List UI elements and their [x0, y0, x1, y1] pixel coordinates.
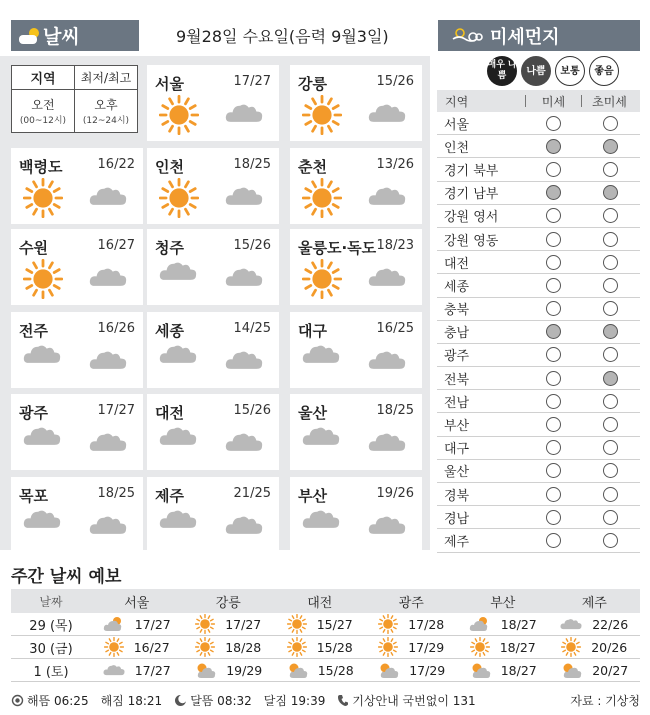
- city-name: 강릉: [298, 75, 327, 93]
- city-temp: 18/25: [97, 486, 135, 501]
- weekly-temp: 17/28: [408, 616, 445, 632]
- city-temp: 15/26: [233, 238, 271, 253]
- dust-row: [437, 182, 640, 205]
- partly-cloudy-icon: [469, 661, 491, 679]
- dust-legend-normal: 보통: [555, 56, 585, 86]
- weekly-temp: 15/27: [316, 616, 353, 632]
- am-weather: [302, 178, 342, 222]
- pm10-indicator: [546, 278, 561, 293]
- city-name: 세종: [155, 322, 184, 340]
- city-temp: 18/25: [376, 403, 414, 418]
- cloud-icon: [225, 513, 263, 536]
- pm10-indicator: [546, 208, 561, 223]
- weekly-city-header: 광주: [398, 595, 424, 611]
- city-cell: [11, 477, 143, 553]
- pm25-indicator: [603, 139, 618, 154]
- weekly-cell: [549, 617, 641, 632]
- city-name: 목포: [19, 487, 48, 505]
- weekly-cell: [183, 661, 275, 679]
- pm25-indicator: [603, 347, 618, 362]
- sun-icon: [159, 95, 199, 135]
- weekly-cell: [274, 661, 366, 679]
- weekly-table: [11, 589, 640, 682]
- pm25-indicator: [603, 208, 618, 223]
- weekly-cell: [457, 637, 549, 657]
- sun-icon: [195, 614, 215, 634]
- dust-table-header: [437, 90, 640, 112]
- cloud-icon: [23, 424, 61, 447]
- pm10-indicator: [546, 162, 561, 177]
- pm10-indicator: [546, 394, 561, 409]
- city-cell: [147, 148, 279, 224]
- weekly-cell: [366, 637, 458, 657]
- cloud-icon: [225, 265, 263, 288]
- pm25-indicator: [603, 463, 618, 478]
- weekly-temp: 15/28: [317, 662, 354, 678]
- am-weather: [302, 424, 340, 451]
- weekly-cell: [457, 661, 549, 679]
- pm10-indicator: [546, 487, 561, 502]
- weekly-cell: [183, 614, 275, 634]
- source-text: 자료 : 기상청: [570, 694, 640, 708]
- pm-weather: [368, 184, 406, 211]
- city-cell: [147, 477, 279, 553]
- pm-weather: [89, 430, 127, 457]
- pm10-indicator: [546, 533, 561, 548]
- cloud-icon: [89, 348, 127, 371]
- city-name: 전주: [19, 322, 48, 340]
- dust-row: [437, 529, 640, 552]
- cloud-icon: [368, 265, 406, 288]
- dust-row: [437, 135, 640, 158]
- pm10-indicator: [546, 371, 561, 386]
- sun-icon: [302, 259, 342, 299]
- pm25-indicator: [603, 510, 618, 525]
- sun-icon: [195, 637, 215, 657]
- pm10-indicator: [546, 417, 561, 432]
- dust-row: [437, 460, 640, 483]
- city-name: 백령도: [19, 158, 63, 176]
- dust-region: 충북: [444, 303, 470, 319]
- weekly-date: 30 (금): [29, 641, 73, 657]
- city-cell: [11, 148, 143, 224]
- cloud-icon: [225, 184, 263, 207]
- city-temp: 16/26: [97, 321, 135, 336]
- city-temp: 17/27: [97, 403, 135, 418]
- dust-region: 경기 북부: [444, 163, 499, 179]
- weekly-city-header: 대전: [307, 595, 333, 611]
- am-weather: [302, 95, 342, 139]
- legend-minmax: 최저/최고: [74, 66, 137, 89]
- dust-region: 제주: [444, 534, 470, 550]
- city-temp: 21/25: [233, 486, 271, 501]
- cloud-icon: [225, 430, 263, 453]
- dust-region: 충남: [444, 326, 470, 342]
- dust-region: 경북: [444, 488, 470, 504]
- cloud-icon: [368, 430, 406, 453]
- pm25-indicator: [603, 162, 618, 177]
- sun-icon: [561, 637, 581, 657]
- weather-title: 날씨: [43, 26, 80, 48]
- sun-icon: [159, 178, 199, 218]
- cloud-icon: [368, 184, 406, 207]
- sun-cloud-icon: [469, 615, 491, 633]
- moonrise-text: 달뜸 08:32: [190, 694, 252, 708]
- weekly-temp: 17/27: [225, 616, 262, 632]
- dust-header-region: 지역: [445, 94, 469, 109]
- pm25-indicator: [603, 371, 618, 386]
- moonset-text: 달짐 19:39: [263, 694, 326, 708]
- pm10-indicator: [546, 255, 561, 270]
- sun-icon: [302, 95, 342, 135]
- city-name: 제주: [155, 487, 184, 505]
- city-cell: [290, 394, 422, 470]
- sunrise-icon: [11, 694, 24, 707]
- weekly-cell: [183, 637, 275, 657]
- dust-legend-good: 좋음: [589, 56, 619, 86]
- city-name: 수원: [19, 239, 48, 257]
- weekly-cell: [91, 663, 183, 678]
- dust-region: 부산: [444, 419, 470, 435]
- city-cell: [11, 229, 143, 305]
- dust-legend-bad: 나쁨: [521, 56, 551, 86]
- dust-header: [438, 20, 640, 51]
- city-cell: [147, 394, 279, 470]
- pm-weather: [225, 348, 263, 375]
- cloud-icon: [225, 348, 263, 371]
- pm25-indicator: [603, 440, 618, 455]
- partly-cloudy-icon: [194, 661, 216, 679]
- weekly-temp: 18/28: [225, 639, 262, 655]
- weekly-cell: [549, 637, 641, 657]
- city-name: 인천: [155, 158, 184, 176]
- weekly-cell: [274, 614, 366, 634]
- weekly-temp: 16/27: [133, 639, 170, 655]
- weekly-row: [11, 636, 640, 659]
- city-cell: [11, 312, 143, 388]
- am-weather: [159, 259, 197, 286]
- cloud-icon: [159, 342, 197, 365]
- city-cell: [11, 394, 143, 470]
- pm25-indicator: [603, 278, 618, 293]
- footer: [11, 692, 640, 709]
- dust-region: 경기 남부: [444, 187, 499, 203]
- weekly-cell: [91, 615, 183, 633]
- weekly-temp: 18/27: [499, 639, 536, 655]
- city-temp: 17/27: [233, 74, 271, 89]
- am-weather: [302, 507, 340, 534]
- city-name: 부산: [298, 487, 327, 505]
- am-weather: [23, 342, 61, 369]
- pm25-indicator: [603, 324, 618, 339]
- dust-row: [437, 158, 640, 181]
- dust-row: [437, 506, 640, 529]
- city-temp: 16/22: [97, 157, 135, 172]
- pm-weather: [225, 265, 263, 292]
- dust-region: 경남: [444, 511, 470, 527]
- legend-pm: 오후: [94, 98, 118, 112]
- cloud-icon: [23, 507, 61, 530]
- legend-region: 지역: [30, 72, 56, 87]
- pm25-indicator: [603, 232, 618, 247]
- city-temp: 16/25: [376, 321, 414, 336]
- pm-weather: [89, 184, 127, 211]
- weekly-cell: [366, 661, 458, 679]
- city-name: 대구: [298, 322, 327, 340]
- sun-cloud-icon: [17, 26, 43, 46]
- dust-region: 대구: [444, 442, 470, 458]
- dust-region: 전남: [444, 395, 470, 411]
- am-weather: [159, 424, 197, 451]
- city-temp: 16/27: [97, 238, 135, 253]
- pm10-indicator: [546, 139, 561, 154]
- weekly-cell: [366, 614, 458, 634]
- pm10-indicator: [546, 301, 561, 316]
- city-cell: [290, 65, 422, 141]
- dust-region: 전북: [444, 372, 470, 388]
- dust-table: [437, 90, 640, 553]
- city-cell: [147, 229, 279, 305]
- weekly-title: 주간 날씨 예보: [11, 567, 122, 587]
- am-weather: [159, 95, 199, 139]
- dust-region: 서울: [444, 117, 470, 133]
- weekly-cell: [274, 637, 366, 657]
- city-cell: [147, 312, 279, 388]
- cloud-icon: [560, 617, 582, 630]
- am-weather: [23, 259, 63, 303]
- sun-icon: [104, 637, 124, 657]
- city-cell: [290, 229, 422, 305]
- city-name: 울산: [298, 404, 327, 422]
- dust-region: 강원 영서: [444, 210, 499, 226]
- am-weather: [159, 507, 197, 534]
- sun-icon: [378, 637, 398, 657]
- dust-region: 광주: [444, 349, 470, 365]
- weekly-header: [11, 589, 640, 613]
- am-weather: [302, 342, 340, 369]
- pm-weather: [368, 513, 406, 540]
- pm25-indicator: [603, 533, 618, 548]
- weekly-city-header: 강릉: [215, 595, 241, 611]
- cloud-icon: [159, 259, 197, 282]
- am-weather: [159, 178, 199, 222]
- date-text: 9월28일 수요일(음력 9월3일): [176, 27, 389, 46]
- dust-row: [437, 251, 640, 274]
- weekly-temp: 18/27: [500, 616, 537, 632]
- pm10-indicator: [546, 440, 561, 455]
- pm-weather: [225, 101, 263, 128]
- dust-row: [437, 274, 640, 297]
- cloud-icon: [159, 424, 197, 447]
- sun-icon: [302, 178, 342, 218]
- pm25-indicator: [603, 116, 618, 131]
- pm-weather: [225, 430, 263, 457]
- sun-icon: [287, 637, 307, 657]
- cloud-icon: [89, 265, 127, 288]
- legend-pm-hours: (12~24시): [82, 116, 130, 126]
- pm10-indicator: [546, 347, 561, 362]
- city-name: 대전: [155, 404, 184, 422]
- hotline-text: 기상안내 국번없이 131: [352, 694, 476, 708]
- weekly-temp: 20/26: [591, 639, 628, 655]
- weather-header: [11, 20, 139, 51]
- city-name: 광주: [19, 404, 48, 422]
- sun-cloud-icon: [103, 615, 125, 633]
- weekly-city-header: 제주: [581, 595, 607, 611]
- weekly-city-header: 서울: [124, 595, 150, 611]
- city-cell: [290, 148, 422, 224]
- pm25-indicator: [603, 487, 618, 502]
- pm-weather: [89, 348, 127, 375]
- cloud-icon: [302, 424, 340, 447]
- pm25-indicator: [603, 185, 618, 200]
- sun-icon: [378, 614, 398, 634]
- partly-cloudy-icon: [286, 661, 308, 679]
- partly-cloudy-icon: [560, 661, 582, 679]
- pm-weather: [225, 184, 263, 211]
- weekly-row: [11, 659, 640, 682]
- weekly-temp: 17/29: [409, 662, 446, 678]
- dust-row: [437, 228, 640, 251]
- weekly-date: 29 (목): [29, 618, 73, 634]
- city-name: 춘천: [298, 158, 327, 176]
- cloud-icon: [89, 430, 127, 453]
- pm10-indicator: [546, 463, 561, 478]
- dust-row: [437, 437, 640, 460]
- cloud-icon: [368, 513, 406, 536]
- pm-weather: [89, 513, 127, 540]
- city-temp: 18/23: [376, 238, 414, 253]
- sun-icon: [287, 614, 307, 634]
- pm10-indicator: [546, 232, 561, 247]
- dust-row: [437, 205, 640, 228]
- weekly-city-header: 부산: [490, 595, 516, 611]
- cloud-icon: [302, 342, 340, 365]
- sun-icon: [23, 178, 63, 218]
- weekly-date-header: 날짜: [39, 594, 63, 609]
- dust-row: [437, 298, 640, 321]
- dust-legend: [487, 56, 619, 86]
- weekly-temp: 17/29: [408, 639, 445, 655]
- city-temp: 18/25: [233, 157, 271, 172]
- dust-header-pm10: 미세: [541, 94, 566, 109]
- city-cell: [147, 65, 279, 141]
- sunrise-text: 해뜸 06:25: [27, 694, 89, 708]
- am-weather: [23, 178, 63, 222]
- legend-cell: [11, 65, 138, 133]
- dust-row: [437, 367, 640, 390]
- city-temp: 15/26: [376, 74, 414, 89]
- weekly-date: 1 (토): [33, 664, 69, 680]
- dust-region: 인천: [444, 140, 470, 156]
- pm10-indicator: [546, 116, 561, 131]
- dust-title: 미세먼지: [490, 26, 560, 48]
- cloud-icon: [159, 507, 197, 530]
- dust-region: 울산: [444, 465, 470, 481]
- pm10-indicator: [546, 185, 561, 200]
- city-name: 울릉도·독도: [298, 239, 377, 257]
- pm25-indicator: [603, 394, 618, 409]
- pm10-indicator: [546, 510, 561, 525]
- legend-am: 오전: [31, 98, 55, 112]
- pm-weather: [368, 430, 406, 457]
- dust-row: [437, 483, 640, 506]
- pm25-indicator: [603, 255, 618, 270]
- pm25-indicator: [603, 301, 618, 316]
- dust-row: [437, 344, 640, 367]
- cloud-icon: [89, 184, 127, 207]
- city-name: 서울: [155, 75, 184, 93]
- weekly-temp: 15/28: [316, 639, 353, 655]
- weekly-row: [11, 613, 640, 636]
- pm-weather: [89, 265, 127, 292]
- cloud-icon: [103, 663, 125, 676]
- am-weather: [302, 259, 342, 303]
- pm-weather: [368, 101, 406, 128]
- weekly-cell: [457, 615, 549, 633]
- weekly-cell: [549, 661, 641, 679]
- dust-row: [437, 112, 640, 135]
- dust-region: 대전: [444, 256, 470, 272]
- city-name: 청주: [155, 239, 184, 257]
- dust-region: 강원 영동: [444, 233, 499, 249]
- cloud-icon: [225, 101, 263, 124]
- cloud-icon: [368, 101, 406, 124]
- sun-icon: [470, 637, 490, 657]
- sun-icon: [23, 259, 63, 299]
- city-temp: 15/26: [233, 403, 271, 418]
- pm10-indicator: [546, 324, 561, 339]
- legend-am-hours: (00~12시): [19, 116, 67, 126]
- dust-row: [437, 321, 640, 344]
- am-weather: [23, 507, 61, 534]
- pm-weather: [368, 265, 406, 292]
- pm-weather: [225, 513, 263, 540]
- weekly-temp: 19/29: [226, 662, 263, 678]
- partly-cloudy-icon: [377, 661, 399, 679]
- am-weather: [159, 342, 197, 369]
- weekly-temp: 17/27: [134, 662, 171, 678]
- cloud-icon: [302, 507, 340, 530]
- weekly-temp: 20/27: [592, 662, 629, 678]
- cloud-icon: [368, 348, 406, 371]
- pm25-indicator: [603, 417, 618, 432]
- city-temp: 14/25: [233, 321, 271, 336]
- pm-weather: [368, 348, 406, 375]
- moonrise-icon: [174, 694, 187, 707]
- dust-row: [437, 390, 640, 413]
- dust-row: [437, 413, 640, 436]
- weekly-temp: 22/26: [592, 616, 629, 632]
- dust-region: 세종: [444, 279, 470, 295]
- weekly-cell: [91, 637, 183, 657]
- dust-header-pm25: 초미세: [592, 94, 627, 109]
- city-cell: [290, 312, 422, 388]
- phone-icon: [337, 694, 349, 707]
- city-temp: 13/26: [376, 157, 414, 172]
- dust-icon: [451, 27, 483, 45]
- cloud-icon: [89, 513, 127, 536]
- dust-legend-very-bad: 매우 나쁨: [487, 56, 517, 86]
- cloud-icon: [23, 342, 61, 365]
- sunset-text: 해짐 18:21: [100, 694, 163, 708]
- city-cell: [290, 477, 422, 553]
- weekly-temp: 17/27: [134, 616, 171, 632]
- am-weather: [23, 424, 61, 451]
- weekly-temp: 18/27: [500, 662, 537, 678]
- city-temp: 19/26: [376, 486, 414, 501]
